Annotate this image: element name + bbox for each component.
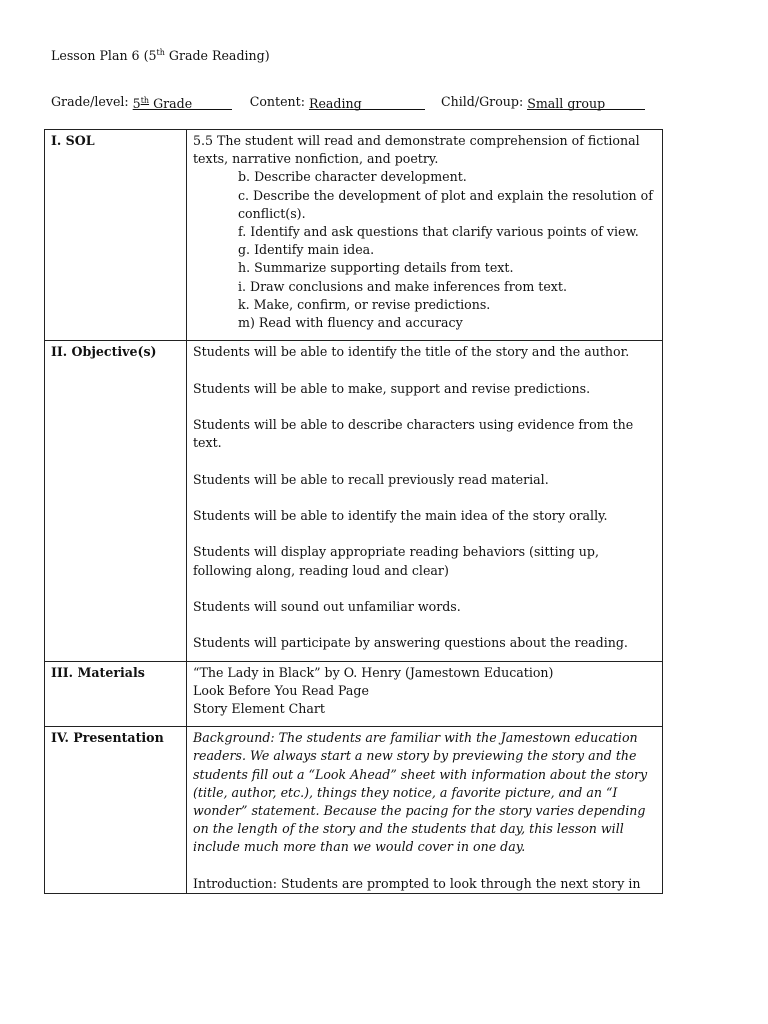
table-row <box>45 130 663 341</box>
list-item: i. Draw conclusions and make inferences from text. <box>238 278 567 294</box>
list-item: Students will be able to describe characters using evidence from the text. <box>193 417 634 451</box>
group-label: Child/Group: <box>441 94 528 109</box>
table-row <box>45 661 663 727</box>
presentation-background: Background: The students are familiar with the Jamestown education readers. We always start a new story by previewing the story and the students fill out a “Look Ahead” sheet with information about the story (title, author, etc.), things they notice, a favorite picture, and an “I wonder” statement. Because the pacing for the story varies depending on the length of the story and the students that day, this lesson will include much more than we would cover in one day. <box>193 730 648 855</box>
list-item: Students will be able to recall previously read material. <box>193 471 549 487</box>
list-item: Students will display appropriate reading behaviors (sitting up, following along, reading loud and clear) <box>193 544 599 578</box>
presentation-introduction: Introduction: Students are prompted to look through the next story in <box>193 875 641 891</box>
list-item: Students will sound out unfamiliar words. <box>193 598 461 614</box>
content-field: Reading <box>309 95 425 110</box>
list-item: Students will be able to identify the main idea of the story orally. <box>193 508 608 523</box>
list-item: k. Make, confirm, or revise predictions. <box>238 296 491 312</box>
grade-field: 5th Grade <box>133 95 232 110</box>
sol-intro: 5.5 The student will read and demonstrate comprehension of fictional texts, narrative nonfiction, and poetry. <box>193 133 640 167</box>
materials-label: III. Materials <box>45 661 187 727</box>
list-item: g. Identify main idea. <box>238 242 375 258</box>
list-item: m) Read with fluency and accuracy <box>238 315 463 331</box>
list-item: “The Lady in Black” by O. Henry (Jamestown Education) <box>193 664 554 680</box>
list-item: Story Element Chart <box>193 700 325 716</box>
group-field: Small group <box>527 95 645 110</box>
sol-content <box>187 130 663 341</box>
table-row <box>45 341 663 661</box>
list-item: Students will be able to identify the title of the story and the author. <box>193 344 630 360</box>
header-meta-line <box>51 93 645 111</box>
content-label: Content: <box>249 94 309 109</box>
objectives-label: II. Objective(s) <box>45 341 187 661</box>
grade-label: Grade/level: <box>51 94 133 109</box>
list-item: Students will participate by answering questions about the reading. <box>193 635 628 651</box>
list-item: f. Identify and ask questions that clarify various points of view. <box>238 224 639 240</box>
materials-content <box>187 661 663 727</box>
list-item: h. Summarize supporting details from text. <box>238 260 514 276</box>
list-item: Look Before You Read Page <box>193 682 369 698</box>
sol-items <box>193 168 656 332</box>
lesson-plan-table <box>44 129 663 894</box>
list-item: c. Describe the development of plot and explain the resolution of conflict(s). <box>238 187 653 221</box>
list-item: Students will be able to make, support and revise predictions. <box>193 380 591 396</box>
sol-label: I. SOL <box>45 130 187 341</box>
document-title: Lesson Plan 6 (5th Grade Reading) <box>51 47 270 63</box>
table-row <box>45 727 663 894</box>
list-item: b. Describe character development. <box>238 169 467 185</box>
presentation-label: IV. Presentation <box>45 727 187 894</box>
presentation-content <box>187 727 663 894</box>
objectives-content <box>187 341 663 661</box>
